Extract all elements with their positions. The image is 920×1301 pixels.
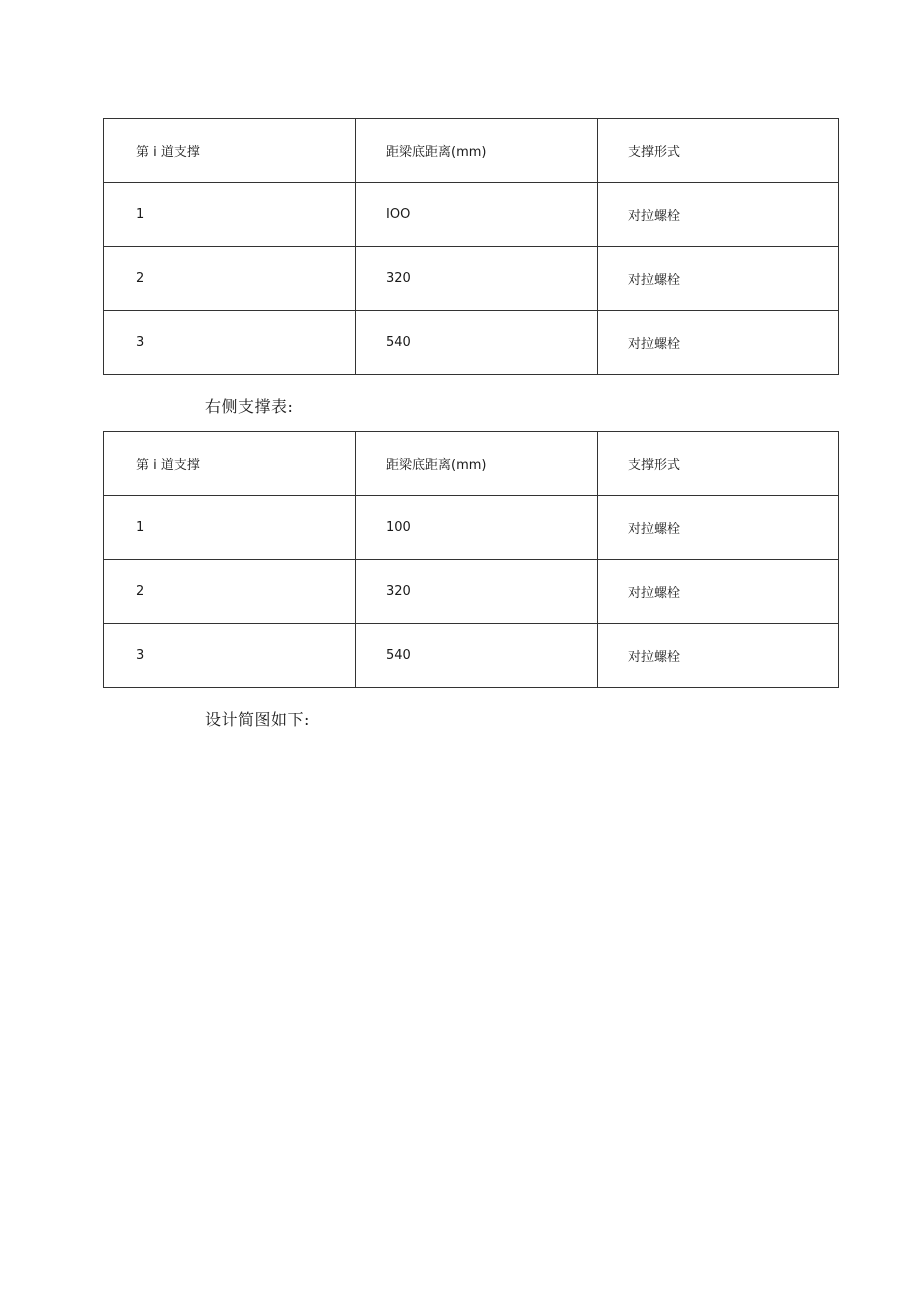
cell-distance: 540 xyxy=(356,624,598,688)
table-row xyxy=(104,247,839,311)
header-support-index: 第 i 道支撑 xyxy=(104,119,356,183)
cell-distance: IOO xyxy=(356,183,598,247)
cell-support-type: 对拉螺栓 xyxy=(598,560,839,624)
cell-distance: 320 xyxy=(356,247,598,311)
cell-support-index: 2 xyxy=(104,560,356,624)
table-header-row xyxy=(104,119,839,183)
right-support-table xyxy=(103,431,839,688)
cell-distance: 540 xyxy=(356,311,598,375)
cell-support-index: 1 xyxy=(104,183,356,247)
header-support-type: 支撑形式 xyxy=(598,119,839,183)
table-row xyxy=(104,560,839,624)
header-support-index: 第 i 道支撑 xyxy=(104,432,356,496)
cell-support-index: 3 xyxy=(104,624,356,688)
cell-distance: 320 xyxy=(356,560,598,624)
design-diagram-caption: 设计简图如下: xyxy=(205,710,310,729)
header-support-type: 支撑形式 xyxy=(598,432,839,496)
cell-support-type: 对拉螺栓 xyxy=(598,311,839,375)
table-row xyxy=(104,311,839,375)
cell-support-type: 对拉螺栓 xyxy=(598,496,839,560)
cell-support-type: 对拉螺栓 xyxy=(598,183,839,247)
table-row xyxy=(104,496,839,560)
header-distance: 距梁底距离(mm) xyxy=(356,119,598,183)
right-support-caption: 右侧支撑表: xyxy=(205,397,294,416)
table-row xyxy=(104,624,839,688)
cell-support-index: 2 xyxy=(104,247,356,311)
cell-support-index: 1 xyxy=(104,496,356,560)
header-distance: 距梁底距离(mm) xyxy=(356,432,598,496)
cell-support-index: 3 xyxy=(104,311,356,375)
cell-support-type: 对拉螺栓 xyxy=(598,624,839,688)
cell-support-type: 对拉螺栓 xyxy=(598,247,839,311)
cell-distance: 100 xyxy=(356,496,598,560)
table-header-row xyxy=(104,432,839,496)
table-row xyxy=(104,183,839,247)
left-support-table xyxy=(103,118,839,375)
